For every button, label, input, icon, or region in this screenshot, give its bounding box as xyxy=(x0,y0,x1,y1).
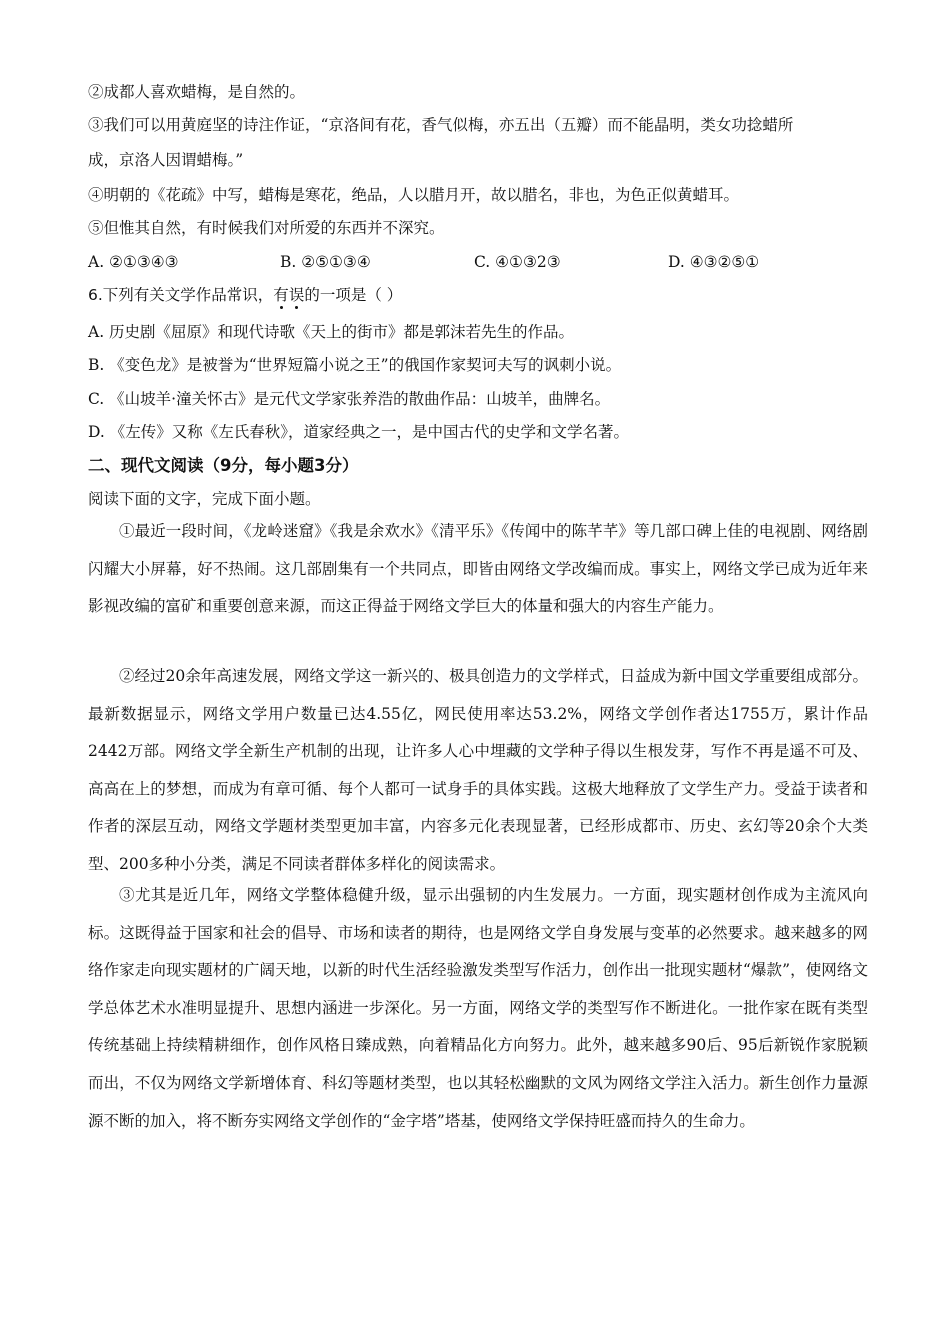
reading-instruction: 阅读下面的文字，完成下面小题。 xyxy=(88,490,321,508)
q5-item-2: ②成都人喜欢蜡梅，是自然的。 xyxy=(88,83,306,101)
reading-paragraph-1: ①最近一段时间，《龙岭迷窟》《我是余欢水》《清平乐》《传闻中的陈芊芊》等几部口碑上佳的电视剧、网络剧闪耀大小屏幕，好不热闹。这几部剧集有一个共同点，即皆由网络文学改编而成。事实上，网络文学已成为近年来影视改编的富矿和重要创意来源，而这正得益于网络文学巨大的体量和强大的内容生产能力。 xyxy=(88,522,868,616)
q6-stem-emphasis-1: 有 xyxy=(273,286,289,304)
q5-option-a: A. ②①③④③ xyxy=(88,253,179,271)
q6-option-c: C. 《山坡羊·潼关怀古》是元代文学家张养浩的散曲作品：山坡羊，曲牌名。 xyxy=(88,390,611,408)
q6-option-b: B. 《变色龙》是被誉为“世界短篇小说之王”的俄国作家契诃夫写的讽刺小说。 xyxy=(88,356,622,374)
q5-item-5: ⑤但惟其自然，有时候我们对所爱的东西并不深究。 xyxy=(88,219,445,237)
reading-paragraph-3: ③尤其是近几年，网络文学整体稳健升级，显示出强韧的内生发展力。一方面，现实题材创作成为主流风向标。这既得益于国家和社会的倡导、市场和读者的期待，也是网络文学自身发展与变革的必然要求。越来越多的网络作家走向现实题材的广阔天地，以新的时代生活经验激发类型写作活力，创作出一批现实题材“爆款”，使网络文学总体艺术水准明显提升、思想内涵进一步深化。另一方面，网络文学的类型写作不断进化。一批作家在既有类型传统基础上持续精耕细作，创作风格日臻成熟，向着精品化方向努力。此外，越来越多90后、95后新锐作家脱颖而出，不仅为网络文学新增体育、科幻等题材类型，也以其轻松幽默的文风为网络文学注入活力。新生创作力量源源不断的加入，将不断夯实网络文学创作的“金字塔”塔基，使网络文学保持旺盛而持久的生命力。 xyxy=(88,886,868,1130)
q6-option-d: D. 《左传》又称《左氏春秋》，道家经典之一，是中国古代的史学和文学名著。 xyxy=(88,423,629,441)
q6-stem-before: 6.下列有关文学作品常识， xyxy=(88,286,274,304)
q6-stem-emphasis-2: 误 xyxy=(288,286,305,304)
q5-option-c: C. ④①③2③ xyxy=(474,253,561,271)
q6-stem-after: 的一项是（ ） xyxy=(304,286,403,304)
q5-option-b: B. ②⑤①③④ xyxy=(280,253,371,271)
q5-option-d: D. ④③②⑤① xyxy=(668,253,760,271)
reading-paragraph-2: ②经过20余年高速发展，网络文学这一新兴的、极具创造力的文学样式，日益成为新中国文学重要组成部分。最新数据显示，网络文学用户数量已达4.55亿，网民使用率达53.2%，网络文学创作者达1755万，累计作品2442万部。网络文学全新生产机制的出现，让许多人心中埋藏的文学种子得以生根发芽，写作不再是遥不可及、高高在上的梦想，而成为有章可循、每个人都可一试身手的具体实践。这极大地释放了文学生产力。受益于读者和作者的深层互动，网络文学题材类型更加丰富，内容多元化表现显著，已经形成都市、历史、玄幻等20余个大类型、200多种小分类，满足不同读者群体多样化的阅读需求。 xyxy=(88,667,868,873)
q5-item-4: ④明朝的《花疏》中写，蜡梅是寒花，绝品，人以腊月开，故以腊名，非也，为色正似黄蜡耳。 xyxy=(88,186,740,204)
section-heading: 二、现代文阅读（9分，每小题3分） xyxy=(88,456,359,475)
q5-item-3-line1: ③我们可以用黄庭坚的诗注作证，“京洛间有花，香气似梅，亦五出（五瓣）而不能晶明，类女功捻蜡所 xyxy=(88,116,794,134)
q6-stem xyxy=(88,285,878,305)
q5-item-3-line2: 成，京洛人因谓蜡梅。” xyxy=(88,151,244,169)
q6-option-a: A. 历史剧《屈原》和现代诗歌《天上的街市》都是郭沫若先生的作品。 xyxy=(88,323,575,341)
